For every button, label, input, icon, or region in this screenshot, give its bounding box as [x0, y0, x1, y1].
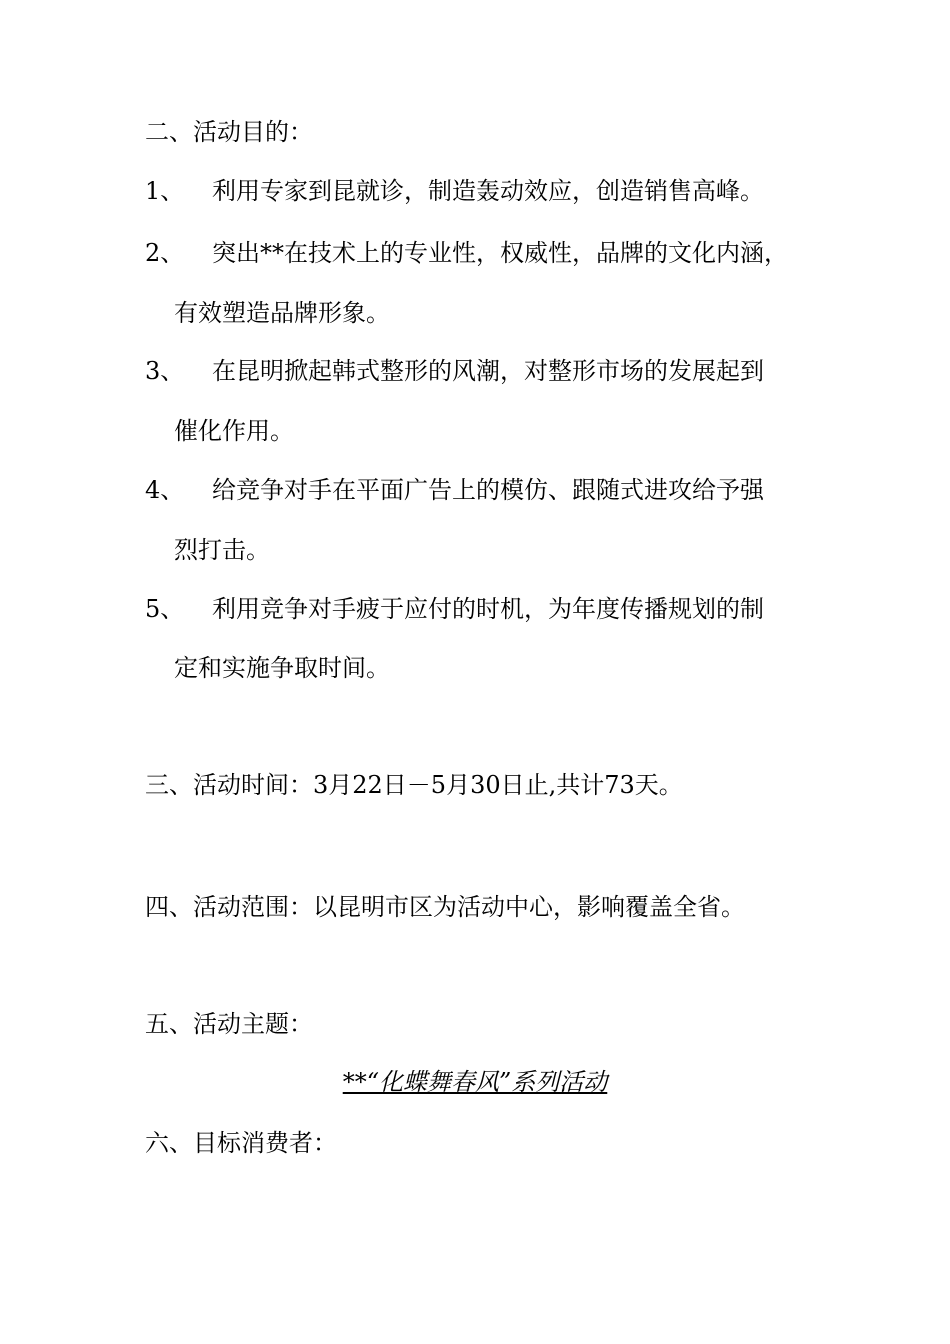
activity-time: 三、活动时间：3月22日－5月30日止,共计73天。	[145, 771, 683, 799]
list-item-number: 4、	[145, 476, 185, 504]
list-item-text: 利用竞争对手疲于应付的时机，为年度传播规划的制	[212, 595, 764, 623]
activity-theme: **“化蝶舞春风”系列活动	[342, 1068, 608, 1096]
purpose-heading: 二、活动目的：	[145, 118, 313, 146]
activity-scope: 四、活动范围：以昆明市区为活动中心，影响覆盖全省。	[145, 893, 745, 921]
list-item-number: 1、	[145, 177, 185, 205]
list-item-number: 2、	[145, 239, 185, 267]
list-item-text-continuation: 有效塑造品牌形象。	[174, 299, 390, 327]
theme-heading: 五、活动主题：	[145, 1010, 313, 1038]
list-item-text-continuation: 定和实施争取时间。	[174, 654, 390, 682]
list-item-text: 给竞争对手在平面广告上的模仿、跟随式进攻给予强	[212, 476, 764, 504]
list-item-text: 突出**在技术上的专业性，权威性，品牌的文化内涵，	[212, 239, 788, 267]
list-item-number: 5、	[145, 595, 185, 623]
list-item-text-continuation: 催化作用。	[174, 417, 294, 445]
list-item-number: 3、	[145, 357, 185, 385]
list-item-text: 利用专家到昆就诊，制造轰动效应，创造销售高峰。	[212, 177, 764, 205]
list-item-text-continuation: 烈打击。	[174, 536, 270, 564]
list-item-text: 在昆明掀起韩式整形的风潮，对整形市场的发展起到	[212, 357, 764, 385]
consumer-heading: 六、目标消费者：	[145, 1129, 337, 1157]
